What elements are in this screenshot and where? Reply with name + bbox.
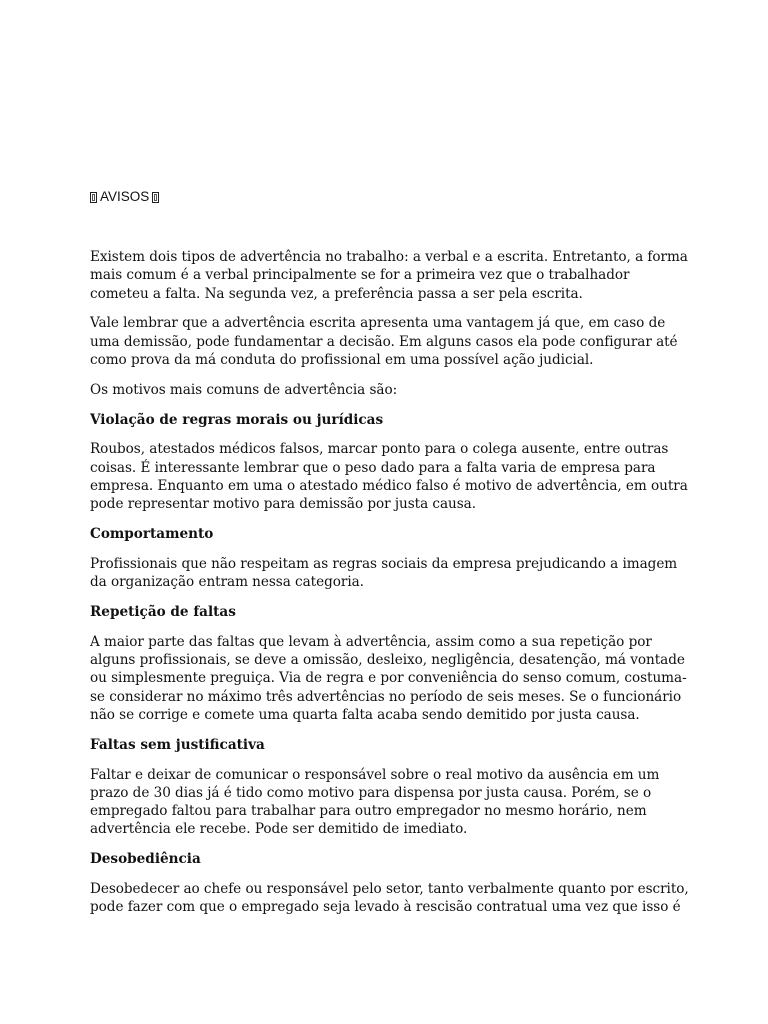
missing-glyph-icon: [152, 192, 159, 203]
paragraph-intro: Existem dois tipos de advertência no trabalho: a verbal e a escrita. Entretanto, a forma mais comum é a verbal principalmente se for a primeira vez que o trabalhador cometeu a falta. Na segunda vez, a preferência passa a ser pela escrita.: [90, 249, 688, 302]
heading-repeated-faults: Repetição de faltas: [90, 603, 236, 620]
heading-unjustified-absences: Faltas sem justificativa: [90, 736, 265, 753]
missing-glyph-icon: [90, 192, 97, 203]
paragraph-unjustified-absences: Faltar e deixar de comunicar o responsável sobre o real motivo da ausência em um prazo de 30 dias já é tido como motivo para dispensa por justa causa. Porém, se o empregado faltou para trabalhar para outro empregador no mesmo horário, nem advertência ele recebe. Pode ser demitido de imediato.: [90, 766, 660, 838]
heading-behavior: Comportamento: [90, 526, 214, 543]
document-page: [90, 188, 690, 928]
paragraph-reasons-intro: Os motivos mais comuns de advertência são:: [90, 381, 398, 398]
paragraph-repeated-faults: A maior parte das faltas que levam à advertência, assim como a sua repetição por alguns profissionais, se deve a omissão, desleixo, negligência, desatenção, má vontade ou simplesmente preguiça. Via de regra e por conveniência do senso comum, costuma-se considerar no máximo três advertências no período de seis meses. Se o funcionário não se corrige e comete uma quarta falta acaba sendo demitido por justa causa.: [90, 633, 687, 723]
document-title: [90, 188, 690, 206]
paragraph-behavior: Profissionais que não respeitam as regras sociais da empresa prejudicando a imagem da organização entram nessa categoria.: [90, 555, 678, 591]
heading-disobedience: Desobediência: [90, 851, 201, 868]
heading-moral-rules: Violação de regras morais ou jurídicas: [90, 411, 384, 428]
paragraph-disobedience: Desobedecer ao chefe ou responsável pelo setor, tanto verbalmente quanto por escrito, pode fazer com que o empregado seja levado à rescisão contratual uma vez que isso é: [90, 881, 689, 916]
paragraph-written-warning: Vale lembrar que a advertência escrita apresenta uma vantagem já que, em caso de uma demissão, pode fundamentar a decisão. Em alguns casos ela pode configurar até como prova da má conduta do profissional em uma possível ação judicial.: [90, 315, 678, 368]
document-title-text: AVISOS: [100, 189, 150, 204]
paragraph-moral-rules: Roubos, atestados médicos falsos, marcar ponto para o colega ausente, entre outras coisas. É interessante lembrar que o peso dado para a falta varia de empresa para empresa. Enquanto em uma o atestado médico falso é motivo de advertência, em outra pode representar motivo para demissão por justa causa.: [90, 441, 688, 513]
